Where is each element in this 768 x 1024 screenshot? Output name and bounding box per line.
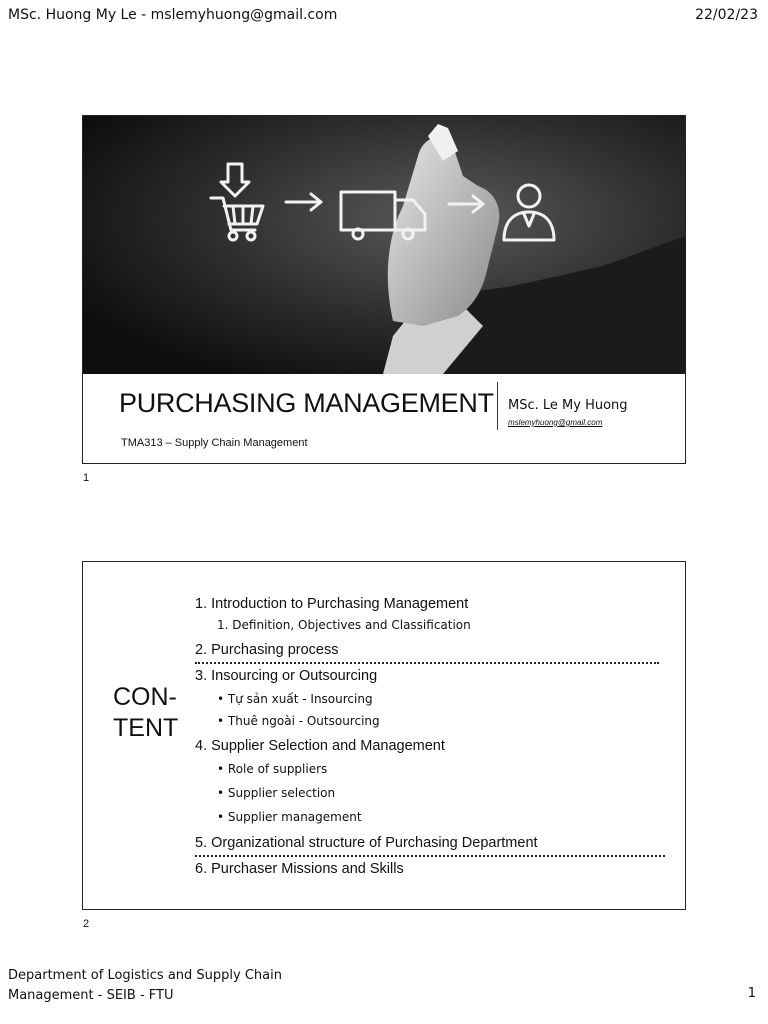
header-date: 22/02/23 — [695, 7, 758, 23]
content-heading-line2: TENT — [113, 714, 179, 742]
divider — [497, 382, 498, 430]
course-subtitle: TMA313 – Supply Chain Management — [121, 437, 308, 449]
slide-number-1: 1 — [83, 472, 90, 484]
slide-author: MSc. Le My Huong — [508, 398, 628, 413]
toc-item-6: 6. Purchaser Missions and Skills — [195, 861, 404, 877]
header-author-email: MSc. Huong My Le - mslemyhuong@gmail.com — [8, 7, 338, 23]
toc-subitem-4-a: • Role of suppliers — [217, 762, 327, 776]
toc-subitem-1-1: 1. Definition, Objectives and Classification — [217, 618, 471, 632]
toc-subitem-4-b: • Supplier selection — [217, 786, 335, 800]
toc-item-5: 5. Organizational structure of Purchasing Department — [195, 835, 538, 851]
toc-item-3: 3. Insourcing or Outsourcing — [195, 668, 378, 684]
footer-department-line2: Management - SEIB - FTU — [8, 988, 174, 1003]
toc-subitem-3-b: • Thuê ngoài - Outsourcing — [217, 714, 380, 728]
toc-subitem-4-c: • Supplier management — [217, 810, 362, 824]
page-number: 1 — [747, 986, 756, 1001]
slide-number-2: 2 — [83, 918, 90, 930]
slide-email-link[interactable]: mslemyhuong@gmail.com — [508, 418, 603, 427]
footer-department-line1: Department of Logistics and Supply Chain — [8, 968, 282, 983]
presentation-title: PURCHASING MANAGEMENT — [119, 388, 494, 418]
dotted-separator — [195, 855, 665, 857]
title-slide — [82, 115, 686, 464]
toc-item-2: 2. Purchasing process — [195, 642, 339, 658]
toc-item-1: 1. Introduction to Purchasing Management — [195, 596, 469, 612]
toc-subitem-3-a: • Tự sản xuất - Insourcing — [217, 692, 373, 706]
toc-item-4: 4. Supplier Selection and Management — [195, 738, 445, 754]
content-heading — [113, 682, 193, 744]
footer-department — [8, 966, 282, 1006]
content-slide — [82, 561, 686, 910]
content-heading-line1: CON- — [113, 683, 177, 711]
dotted-separator — [195, 662, 659, 664]
slide-photo — [83, 116, 685, 374]
